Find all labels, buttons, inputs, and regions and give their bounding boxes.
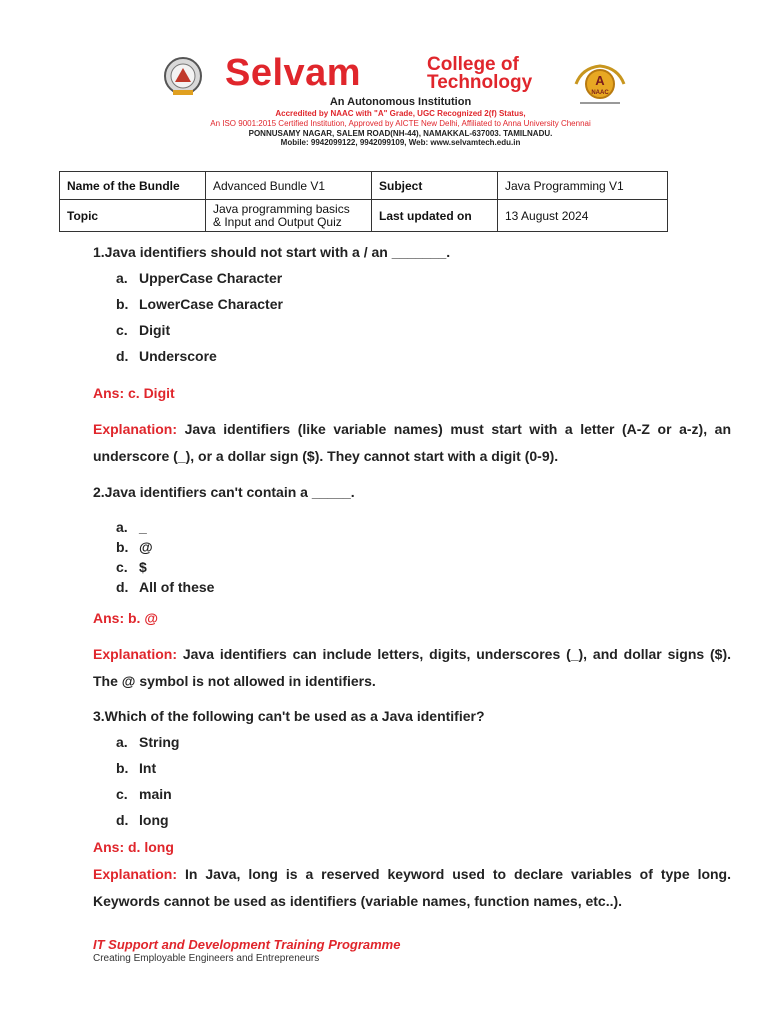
option-letter: c. [116,322,128,338]
contact-line: Mobile: 9942099122, 9942099109, Web: www.selvamtech.edu.in [280,138,521,147]
option-letter: c. [116,786,128,802]
option-text: Underscore [139,348,217,364]
question-2-option-a [116,519,147,535]
option-letter: a. [116,519,128,535]
updated-value: 13 August 2024 [498,200,668,232]
updated-label: Last updated on [372,200,498,232]
option-text: $ [139,559,147,575]
naac-text: NAAC [591,90,609,96]
topic-value-line-1: Java programming basics [213,201,350,216]
certification-line: An ISO 9001:2015 Certified Institution, Approved by AICTE New Delhi, Affiliated to Anna University Chennai [210,119,591,128]
accreditation-line: Accredited by NAAC with "A" Grade, UGC Recognized 2(f) Status, [275,109,526,118]
brand-subtitle [427,56,532,92]
programme-tagline: Creating Employable Engineers and Entrepreneurs [93,953,320,964]
option-text: main [139,786,172,802]
subject-value: Java Programming V1 [498,172,668,200]
topic-label: Topic [60,200,206,232]
option-letter: a. [116,270,128,286]
brand-line-2: Technology [427,72,533,93]
explanation-text: Java identifiers can include letters, digits, underscores (_), and dollar signs ($). The @ symbol is not allowed in identifiers. [93,646,732,689]
option-text: long [139,812,169,828]
option-letter: d. [116,812,129,828]
subject-label: Subject [372,172,498,200]
option-text: _ [139,519,147,535]
explanation-text: In Java, long is a reserved keyword used to declare variables of type long. Keywords cannot be used as identifiers (variable names, function names, etc..). [93,866,732,909]
question-3-explanation [93,861,731,915]
question-1-option-a [116,270,282,286]
explanation-label: Explanation: [93,646,178,662]
question-1-option-d [116,348,217,364]
bundle-info-table [59,171,668,232]
question-2-answer: Ans: b. @ [93,610,158,626]
question-2-option-d [116,579,214,595]
topic-value-line-2: & Input and Output Quiz [213,214,342,229]
option-letter: b. [116,296,129,312]
question-2-explanation [93,641,731,695]
address-line: PONNUSAMY NAGAR, SALEM ROAD(NH-44), NAMAKKAL-637003. TAMILNADU. [248,129,553,138]
question-1-explanation [93,416,731,470]
college-seal-icon [163,56,203,96]
option-letter: d. [116,348,129,364]
table-row [60,200,668,232]
option-text: Digit [139,322,171,338]
option-text: LowerCase Character [139,296,283,312]
topic-value [206,200,372,232]
question-1-option-c [116,322,170,338]
question-3-option-d [116,812,169,828]
question-1: 1.Java identifiers should not start with a / an _______. [93,244,451,260]
table-row [60,172,668,200]
option-letter: a. [116,734,128,750]
option-letter: b. [116,760,129,776]
explanation-label: Explanation: [93,421,178,437]
option-text: String [139,734,180,750]
brand-name: Selvam [225,52,362,94]
question-2: 2.Java identifiers can't contain a _____. [93,484,355,500]
brand-line-1: College of [427,54,519,75]
question-2-option-c [116,559,147,575]
explanation-text: Java identifiers (like variable names) must start with a letter (A-Z or a-z), an underscore (_), or a dollar sign ($). They cannot start with a digit (0-9). [93,421,732,464]
bundle-value: Advanced Bundle V1 [206,172,372,200]
option-text: All of these [139,579,215,595]
option-text: UpperCase Character [139,270,283,286]
question-3-answer: Ans: d. long [93,839,174,855]
institution-type: An Autonomous Institution [329,96,472,108]
question-3-option-a [116,734,179,750]
question-1-option-b [116,296,283,312]
question-1-answer: Ans: c. Digit [93,385,175,401]
question-3: 3.Which of the following can't be used as a Java identifier? [93,708,485,724]
option-text: Int [139,760,157,776]
programme-title: IT Support and Development Training Programme [93,937,401,952]
college-header [163,48,638,150]
option-letter: b. [116,539,129,555]
explanation-label: Explanation: [93,866,178,882]
question-3-option-c [116,786,172,802]
option-letter: d. [116,579,129,595]
question-2-option-b [116,539,153,555]
option-text: @ [139,539,153,555]
question-3-option-b [116,760,156,776]
bundle-label: Name of the Bundle [60,172,206,200]
naac-letter: A [595,73,605,88]
option-letter: c. [116,559,128,575]
